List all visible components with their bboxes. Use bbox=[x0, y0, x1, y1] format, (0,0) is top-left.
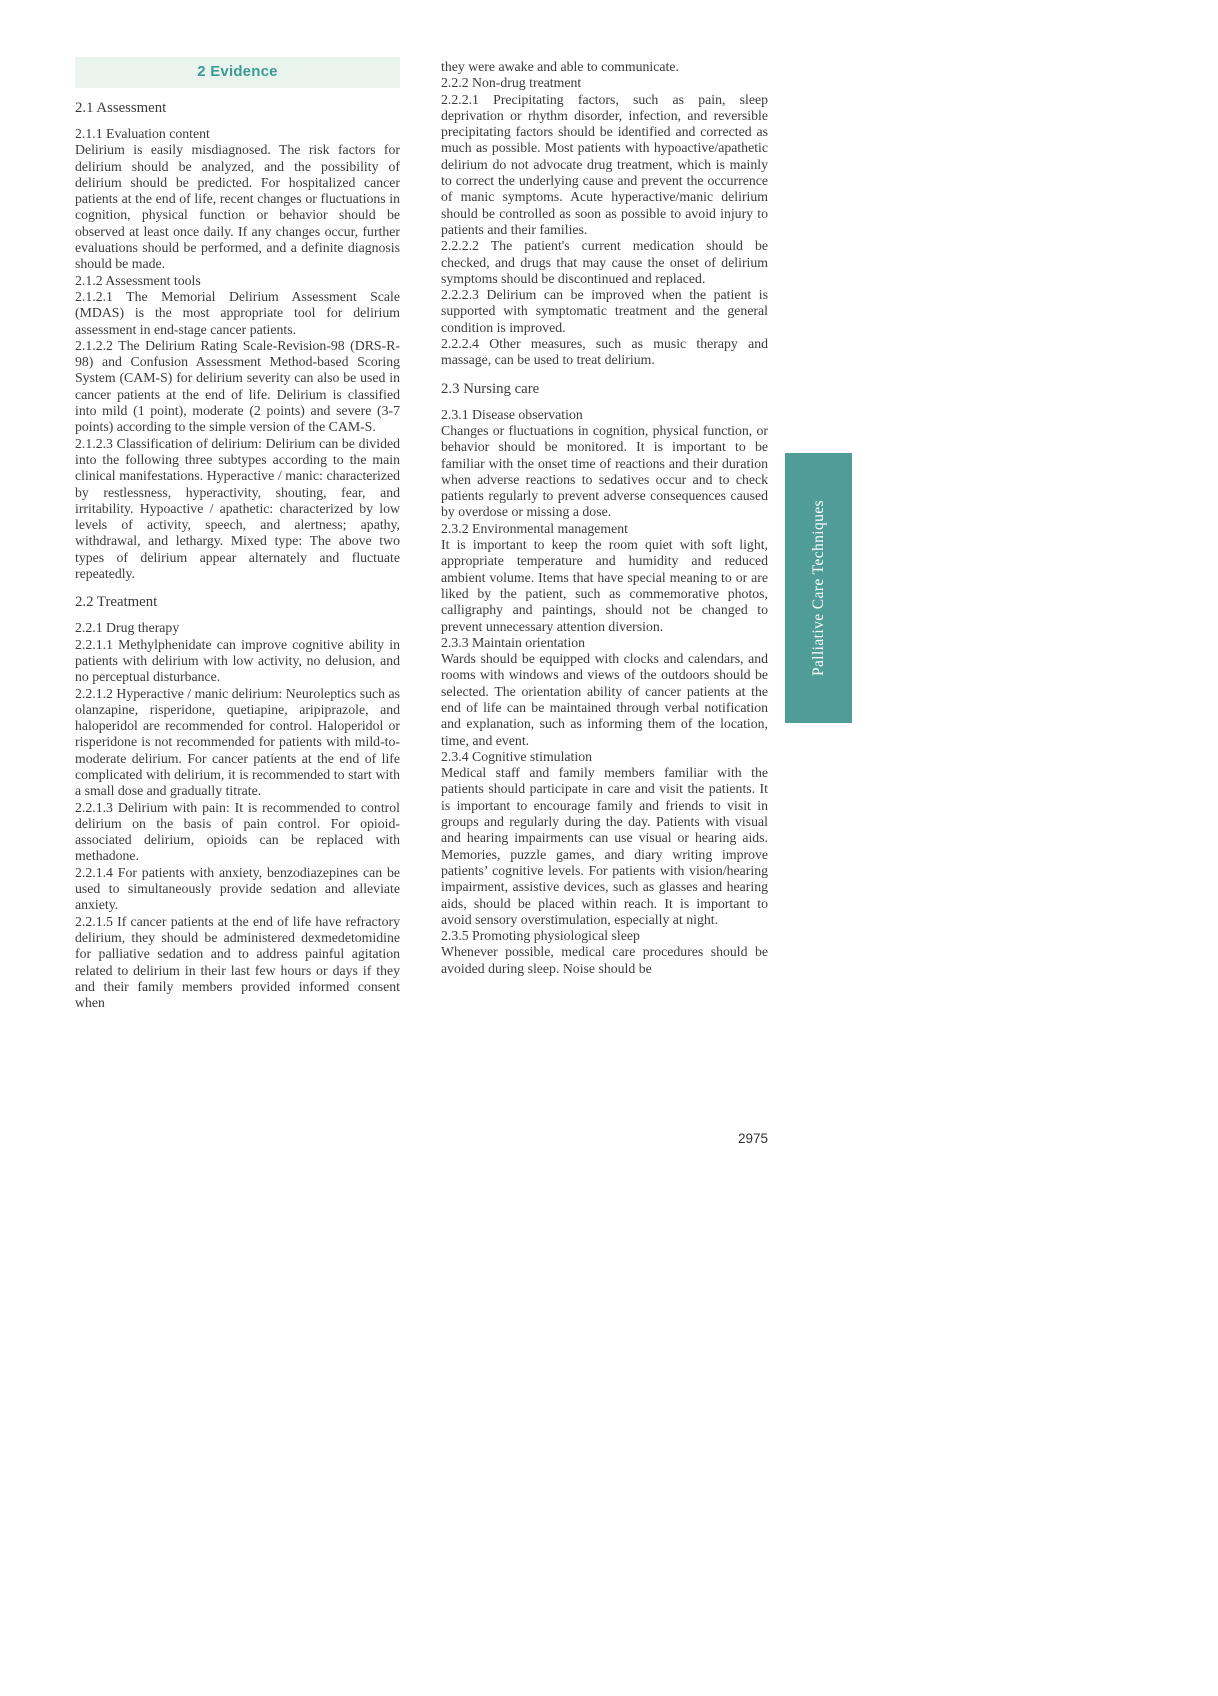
subsection-heading: 2.2.1 Drug therapy bbox=[75, 620, 180, 636]
subsection-heading: 2.1.1 Evaluation content bbox=[75, 126, 210, 141]
subsection-heading: 2.3.5 Promoting physiological sleep bbox=[441, 928, 640, 944]
paragraph: 2.2.2.4 Other measures, such as music therapy and massage, can be used to treat delirium. bbox=[441, 336, 768, 368]
chapter-edge-tab-label: Palliative Care Techniques bbox=[809, 499, 827, 677]
paragraph: 2.2.1.5 If cancer patients at the end of life have refractory delirium, they should be administered dexmedetomidine for palliative sedation and to address painful agitation related to delirium in their last few hours or days if they and their family members provided informed consent when bbox=[75, 913, 400, 1011]
subsection-heading: 2.3.4 Cognitive stimulation bbox=[441, 748, 592, 764]
section-header-label: 2 Evidence bbox=[197, 63, 278, 81]
paragraph: 2.2.1.2 Hyperactive / manic delirium: Neuroleptics such as olanzapine, risperidone, quetiapine, aripiprazole, and haloperidol are recommended for control. Haloperidol or risperidone is not recommended for patients with mild-to-moderate delirium. For cancer patients at the end of life complicated with delirium, it is recommended to start with a small dose and gradually titrate. bbox=[75, 685, 400, 799]
subsection-heading: 2.2.2 Non-drug treatment bbox=[441, 75, 582, 91]
section-heading: 2.3 Nursing care bbox=[441, 380, 540, 397]
paragraph: 2.2.1.1 Methylphenidate can improve cognitive ability in patients with delirium with low activity, no delusion, and no perceptual disturbance. bbox=[75, 636, 400, 685]
paragraph: 2.2.1.3 Delirium with pain: It is recommended to control delirium on the basis of pain control. For opioid-associated delirium, opioids can be replaced with methadone. bbox=[75, 799, 400, 864]
section-header-bar bbox=[75, 57, 400, 88]
paragraph: Delirium is easily misdiagnosed. The risk factors for delirium should be analyzed, and the possibility of delirium should be predicted. For hospitalized cancer patients at the end of life, recent changes or fluctuations in cognition, physical function or behavior should be observed at least once daily. If any changes occur, further evaluations should be performed, and a definite diagnosis should be made. bbox=[75, 142, 400, 272]
section-heading: 2.2 Treatment bbox=[75, 594, 158, 611]
paragraph: Wards should be equipped with clocks and calendars, and rooms with windows and views of the outdoors should be selected. The orientation ability of cancer patients at the end of life can be maintained through verbal notification and explanation, such as informing them of the location, time, and event. bbox=[441, 651, 768, 748]
paragraph: 2.2.1.4 For patients with anxiety, benzodiazepines can be used to simultaneously provide sedation and alleviate anxiety. bbox=[75, 864, 400, 913]
paragraph: 2.2.2.3 Delirium can be improved when the patient is supported with symptomatic treatment and the general condition is improved. bbox=[441, 287, 768, 335]
paragraph: It is important to keep the room quiet with soft light, appropriate temperature and humidity and reduced ambient volume. Items that have special meaning to or are liked by the patient, such as commemorative photos, calligraphy and paintings, should not be changed to prevent unnecessary attention diversion. bbox=[441, 537, 768, 634]
subsection-heading: 2.3.1 Disease observation bbox=[441, 406, 583, 422]
subsection-heading: 2.1.2 Assessment tools bbox=[75, 272, 201, 288]
right-column bbox=[441, 59, 768, 977]
paragraph: Medical staff and family members familiar with the patients should participate in care and visit the patients. It is important to encourage family and friends to visit in groups and regularly during the day. Patients with visual and hearing impairments can use visual or hearing aids. Memories, puzzle games, and diary writing improve patients’ cognitive levels. For patients with vision/hearing impairment, assistive devices, such as glasses and hearing aids, should be placed within reach. It is important to avoid sensory overstimulation, especially at night. bbox=[441, 765, 768, 927]
paragraph: 2.1.2.2 The Delirium Rating Scale-Revision-98 (DRS-R-98) and Confusion Assessment Method-based Scoring System (CAM-S) for delirium severity can also be used in cancer patients at the end of life. Delirium is classified into mild (1 point), moderate (2 points) and severe (3-7 points) according to the simple version of the CAM-S. bbox=[75, 337, 400, 435]
paragraph: 2.1.2.3 Classification of delirium: Delirium can be divided into the following three subtypes according to the main clinical manifestations. Hyperactive / manic: characterized by restlessness, hyperactivity, shouting, fear, and irritability. Hypoactive / apathetic: characterized by low levels of activity, speech, and alertness; apathy, withdrawal, and lethargy. Mixed type: The above two types of delirium appear alternately and fluctuate repeatedly. bbox=[75, 435, 400, 582]
paragraph: 2.2.2.1 Precipitating factors, such as pain, sleep deprivation or rhythm disorder, infection, and reversible precipitating factors should be identified and corrected as much as possible. Most patients with hypoactive/apathetic delirium do not advocate drug treatment, which is mainly to correct the underlying cause and prevent the occurrence of manic symptoms. Acute hyperactive/manic delirium should be controlled as soon as possible to avoid injury to patients and their families. bbox=[441, 91, 768, 237]
paragraph: Whenever possible, medical care procedures should be avoided during sleep. Noise should be bbox=[441, 944, 768, 976]
page-number: 2975 bbox=[737, 1131, 768, 1146]
paragraph: they were awake and able to communicate. bbox=[441, 59, 679, 74]
subsection-heading: 2.3.3 Maintain orientation bbox=[441, 634, 586, 650]
left-column-blocks bbox=[75, 100, 400, 1011]
paragraph: 2.2.2.2 The patient's current medication should be checked, and drugs that may cause the onset of delirium symptoms should be discontinued and replaced. bbox=[441, 238, 768, 286]
section-heading: 2.1 Assessment bbox=[75, 100, 167, 116]
paragraph: Changes or fluctuations in cognition, physical function, or behavior should be monitored. It is important to be familiar with the onset time of reactions and their duration when adverse reactions to sedatives occur and to check patients regularly to prevent adverse consequences caused by overdose or missing a dose. bbox=[441, 422, 768, 520]
chapter-edge-tab bbox=[785, 453, 852, 723]
left-column bbox=[75, 57, 400, 1011]
right-column-blocks bbox=[441, 59, 768, 977]
paragraph: 2.1.2.1 The Memorial Delirium Assessment Scale (MDAS) is the most appropriate tool for delirium assessment in end-stage cancer patients. bbox=[75, 288, 400, 337]
subsection-heading: 2.3.2 Environmental management bbox=[441, 520, 628, 536]
